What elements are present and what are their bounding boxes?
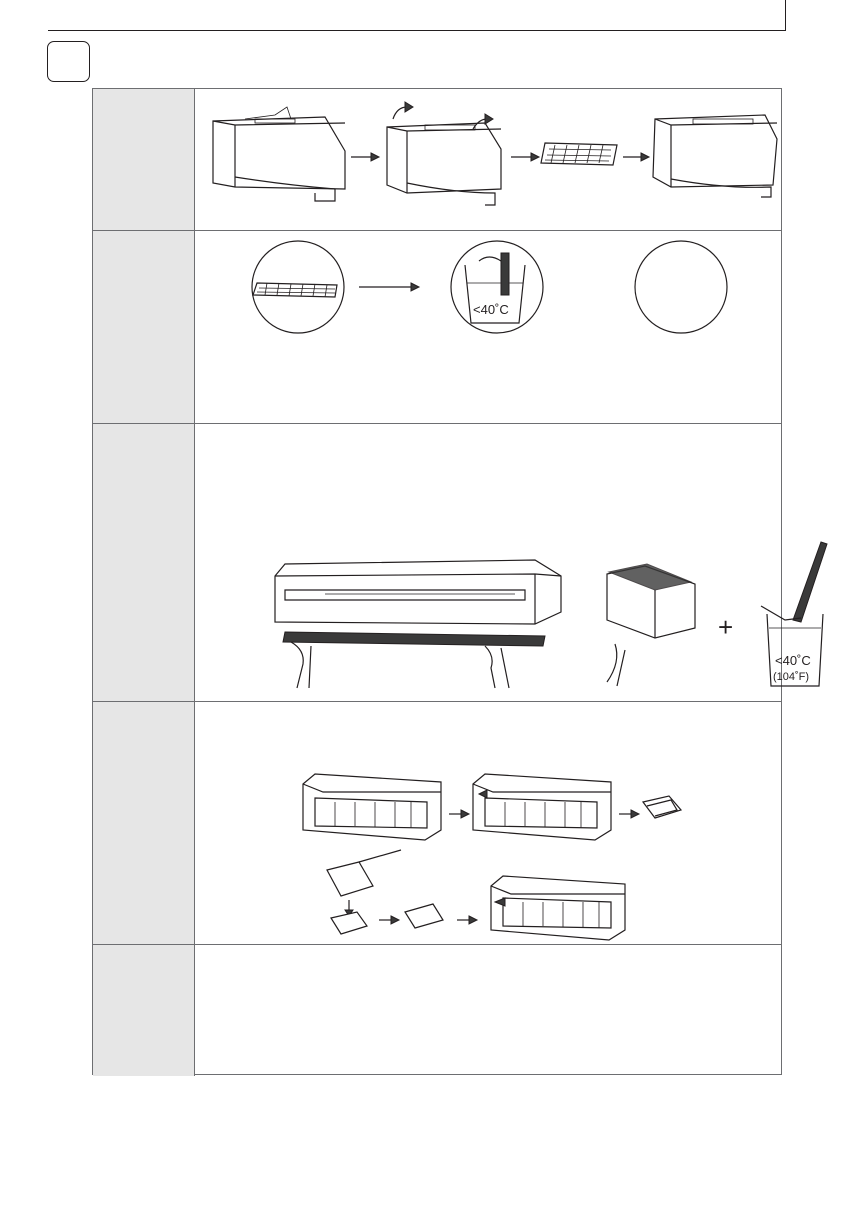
row-label bbox=[93, 945, 195, 1076]
row-content bbox=[195, 89, 781, 230]
row-label bbox=[93, 89, 195, 230]
row-label bbox=[93, 424, 195, 701]
special-filter-illustration bbox=[195, 424, 811, 702]
indoor-unit-figure bbox=[213, 107, 345, 201]
cartridge-figure bbox=[643, 796, 681, 818]
wash-basin-circle bbox=[451, 241, 543, 333]
page-header-rule bbox=[48, 30, 786, 31]
filter-panel-figure bbox=[541, 143, 617, 165]
cartridge-figure bbox=[327, 850, 401, 934]
row-content bbox=[195, 702, 781, 944]
table-row bbox=[93, 424, 811, 702]
temperature-limit-label: <40˚C bbox=[775, 653, 811, 668]
indoor-unit-figure bbox=[275, 560, 561, 624]
language-badge bbox=[47, 41, 90, 82]
open-unit-figure bbox=[303, 774, 441, 840]
temperature-limit-label: <40˚C bbox=[473, 302, 509, 317]
page-corner-mark bbox=[785, 0, 786, 31]
cartridge-figure bbox=[405, 904, 443, 928]
table-row bbox=[93, 231, 781, 424]
table-row bbox=[93, 89, 781, 231]
temperature-limit-label-f: (104˚F) bbox=[773, 671, 810, 683]
open-unit-figure bbox=[491, 876, 625, 940]
plus-sign: + bbox=[718, 612, 734, 642]
hand-icon bbox=[607, 644, 625, 686]
filter-removal-illustration bbox=[195, 89, 783, 231]
table-row bbox=[93, 945, 781, 1076]
hand-icon bbox=[485, 646, 509, 688]
row-content bbox=[195, 424, 811, 701]
indoor-unit-figure bbox=[653, 115, 777, 197]
indoor-unit-figure bbox=[607, 564, 695, 686]
hand-icon bbox=[291, 642, 311, 688]
row-label bbox=[93, 702, 195, 944]
filter-wash-illustration bbox=[195, 231, 783, 424]
maintenance-table bbox=[92, 88, 811, 1075]
indoor-unit-figure bbox=[387, 102, 501, 205]
open-unit-figure bbox=[473, 774, 611, 840]
row-content bbox=[195, 231, 781, 423]
cartridge-replacement-illustration bbox=[195, 702, 783, 945]
row-content bbox=[195, 945, 781, 1076]
wash-cup-figure bbox=[761, 542, 827, 686]
filter-strip-figure bbox=[283, 632, 545, 646]
dry-step-circle bbox=[635, 241, 727, 333]
table-row bbox=[93, 702, 781, 945]
row-label bbox=[93, 231, 195, 423]
